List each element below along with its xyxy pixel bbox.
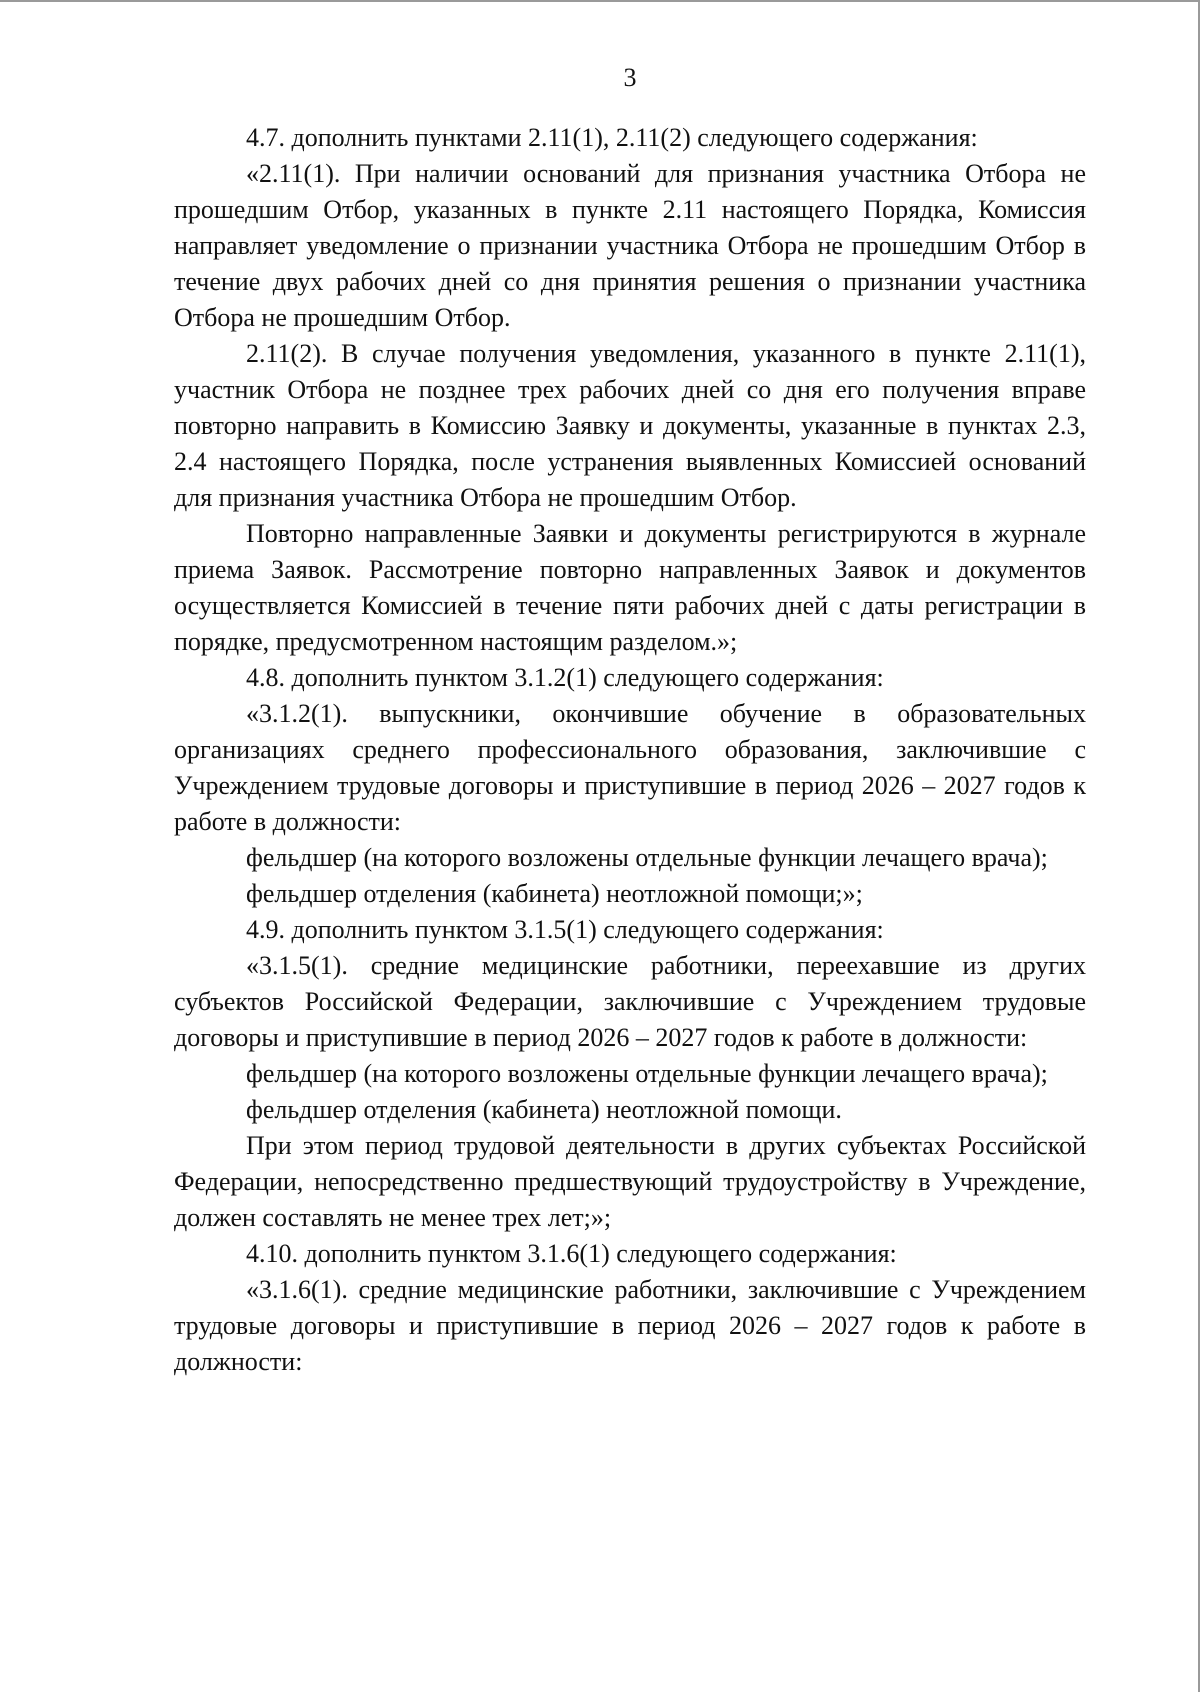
paragraph-position-feldsher-1: фельдшер (на которого возложены отдельные функции лечащего врача); xyxy=(246,843,1048,872)
paragraph-3-1-2-1: «3.1.2(1). выпускники, окончившие обучение в образовательных организациях среднего профессионального образования, заключившие с Учреждением трудовые договоры и приступившие в период 2026 – 2027 годов к работе в должности: xyxy=(174,699,1086,836)
paragraph-work-period-condition: При этом период трудовой деятельности в других субъектах Российской Федерации, непосредственно предшествующий трудоустройству в Учреждение, должен составлять не менее трех лет;»; xyxy=(174,1131,1086,1232)
paragraph-4-8: 4.8. дополнить пунктом 3.1.2(1) следующего содержания: xyxy=(246,663,884,692)
paragraph-position-feldsher-emergency-1: фельдшер отделения (кабинета) неотложной помощи;»; xyxy=(246,879,863,908)
paragraph-2-11-2: 2.11(2). В случае получения уведомления, указанного в пункте 2.11(1), участник Отбора не позднее трех рабочих дней со дня его получения вправе повторно направить в Комиссию Заявку и документы, указанные в пунктах 2.3, 2.4 настоящего Порядка, после устранения выявленных Комиссией оснований для признания участника Отбора не прошедшим Отбор. xyxy=(174,339,1086,512)
page-number: 3 xyxy=(623,63,637,92)
paragraph-4-7: 4.7. дополнить пунктами 2.11(1), 2.11(2) следующего содержания: xyxy=(246,123,978,152)
paragraph-3-1-6-1: «3.1.6(1). средние медицинские работники, заключившие с Учреждением трудовые договоры и приступившие в период 2026 – 2027 годов к работе в должности: xyxy=(174,1275,1086,1376)
paragraph-4-9: 4.9. дополнить пунктом 3.1.5(1) следующего содержания: xyxy=(246,915,884,944)
paragraph-3-1-5-1: «3.1.5(1). средние медицинские работники, переехавшие из других субъектов Российской Федерации, заключившие с Учреждением трудовые договоры и приступившие в период 2026 – 2027 годов к работе в должности: xyxy=(174,951,1086,1052)
paragraph-position-feldsher-emergency-2: фельдшер отделения (кабинета) неотложной помощи. xyxy=(246,1095,842,1124)
paragraph-4-10: 4.10. дополнить пунктом 3.1.6(1) следующего содержания: xyxy=(246,1239,897,1268)
paragraph-position-feldsher-2: фельдшер (на которого возложены отдельные функции лечащего врача); xyxy=(246,1059,1048,1088)
document-body xyxy=(174,120,1086,1380)
paragraph-resubmitted-applications: Повторно направленные Заявки и документы регистрируются в журнале приема Заявок. Рассмотрение повторно направленных Заявок и документов осуществляется Комиссией в течение пяти рабочих дней с даты регистрации в порядке, предусмотренном настоящим разделом.»; xyxy=(174,519,1086,656)
scan-edge-top xyxy=(0,0,1200,2)
paragraph-2-11-1: «2.11(1). При наличии оснований для признания участника Отбора не прошедшим Отбор, указанных в пункте 2.11 настоящего Порядка, Комиссия направляет уведомление о признании участника Отбора не прошедшим Отбор в течение двух рабочих дней со дня принятия решения о признании участника Отбора не прошедшим Отбор. xyxy=(174,159,1086,332)
